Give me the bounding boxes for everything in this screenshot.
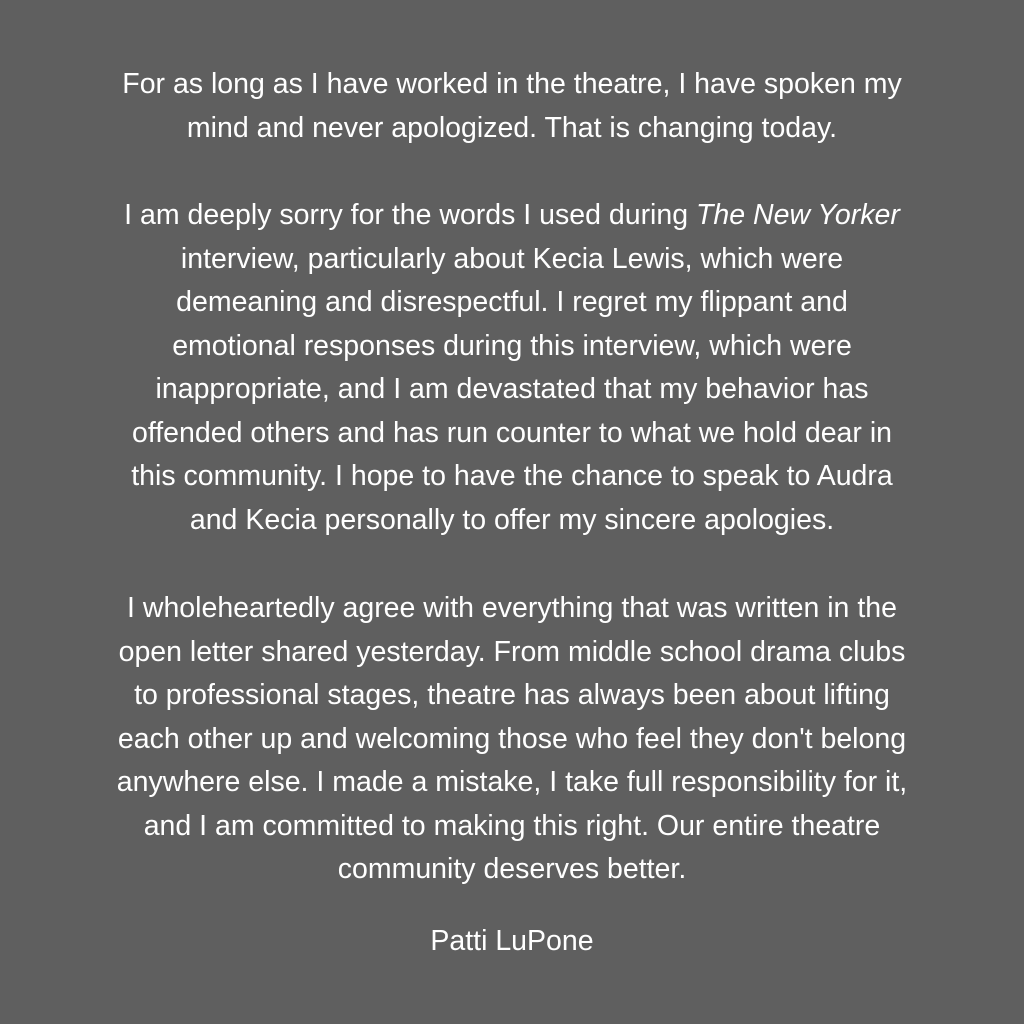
text-line: offended others and has run counter to what we hold dear in (132, 416, 892, 449)
text-line: For as long as I have worked in the theatre, I have spoken my (122, 68, 902, 100)
text-line: community deserves better. (337, 853, 687, 885)
text-line: anywhere else. I made a mistake, I take full responsibility for it, (116, 766, 908, 798)
text-line: this community. I hope to have the chance to speak to Audra (131, 460, 893, 492)
text-line: and I am committed to making this right. Our entire theatre (143, 809, 881, 842)
text-line: mind and never apologized. That is changing today. (186, 111, 838, 144)
paragraph-apology (40, 194, 984, 542)
text-line (40, 194, 984, 238)
text-line: and Kecia personally to offer my sincere apologies. (189, 503, 835, 536)
text-line: emotional responses during this interview, which were (172, 329, 852, 362)
text-line: I wholeheartedly agree with everything that was written in the (127, 592, 897, 624)
text-line: interview, particularly about Kecia Lewis, which were (180, 242, 844, 275)
signature-name: Patti LuPone (430, 925, 594, 957)
paragraph-opening (40, 63, 984, 150)
text-line: inappropriate, and I am devastated that my behavior has (155, 373, 869, 405)
text-line: each other up and welcoming those who feel they don't belong (117, 722, 907, 755)
paragraph-commitment (40, 587, 984, 892)
publication-title: The New Yorker (696, 199, 900, 231)
text-line-prefix: I am deeply sorry for the words I used during (124, 199, 697, 231)
text-line: demeaning and disrespectful. I regret my flippant and (176, 286, 848, 318)
text-line: open letter shared yesterday. From middle school drama clubs (118, 635, 906, 668)
signature (40, 920, 984, 964)
text-line: to professional stages, theatre has always been about lifting (134, 679, 890, 711)
